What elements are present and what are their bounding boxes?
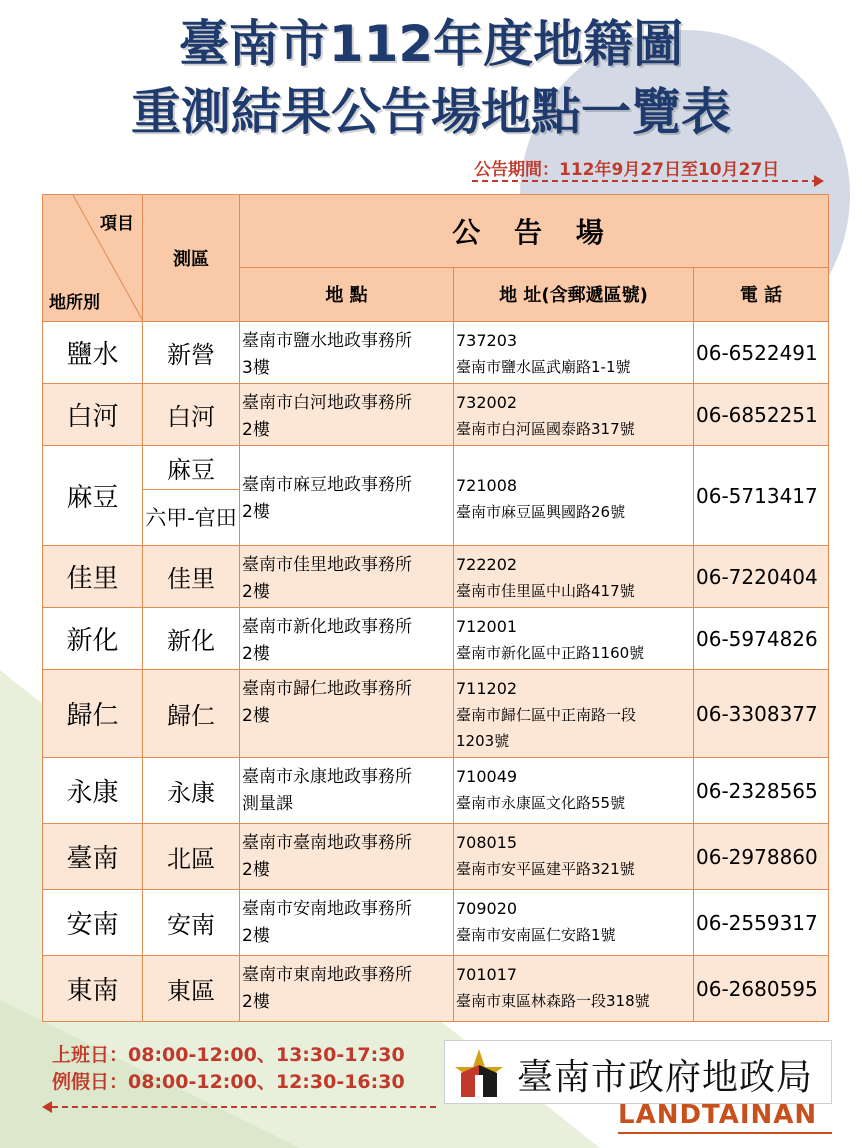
street-address: 臺南市安南區仁安路1號 <box>456 926 616 944</box>
street-address: 臺南市鹽水區武廟路1-1號 <box>456 358 631 376</box>
hours-weekday: 上班日：08:00-12:00、13:30-17:30 <box>52 1044 405 1066</box>
agency-english-name: LANDTAINAN <box>618 1100 818 1130</box>
area-cell: 北區 <box>143 824 240 890</box>
table-row <box>43 956 829 1022</box>
agency-name: 臺南市政府地政局 <box>517 1057 814 1098</box>
zip-code: 709020 <box>456 899 518 918</box>
address-cell <box>454 322 694 384</box>
place-floor: 2樓 <box>242 860 270 880</box>
district-cell: 鹽水 <box>43 322 143 384</box>
table-row <box>43 608 829 670</box>
place-cell <box>240 758 454 824</box>
area-cell: 六甲-官田 <box>143 490 240 546</box>
district-cell: 佳里 <box>43 546 143 608</box>
zip-code: 712001 <box>456 617 518 636</box>
place-cell <box>240 384 454 446</box>
address-cell <box>454 384 694 446</box>
address-cell <box>454 446 694 546</box>
zip-code: 737203 <box>456 331 518 350</box>
address-cell <box>454 546 694 608</box>
place-floor: 2樓 <box>242 501 270 522</box>
place-cell <box>240 546 454 608</box>
area-cell: 麻豆 <box>143 446 240 490</box>
header-place: 地 點 <box>240 267 454 321</box>
page-title-line2: 重測結果公告場地點一覽表 <box>131 83 731 141</box>
table-row <box>43 546 829 608</box>
area-cell: 新營 <box>143 322 240 384</box>
place-name: 臺南市麻豆地政事務所 <box>242 474 412 495</box>
place-name: 臺南市永康地政事務所 <box>242 767 412 787</box>
zip-code: 722202 <box>456 555 518 574</box>
address-cell <box>454 608 694 670</box>
district-cell: 麻豆 <box>43 446 143 546</box>
place-cell <box>240 824 454 890</box>
area-cell: 永康 <box>143 758 240 824</box>
table-row <box>43 824 829 890</box>
place-floor: 2樓 <box>242 992 270 1012</box>
announcement-period: 公告期間：112年9月27日至10月27日 <box>474 160 780 180</box>
district-cell: 新化 <box>43 608 143 670</box>
area-cell: 新化 <box>143 608 240 670</box>
zip-code: 732002 <box>456 393 518 412</box>
district-cell: 白河 <box>43 384 143 446</box>
hours-holiday: 例假日：08:00-12:00、12:30-16:30 <box>52 1071 405 1093</box>
place-name: 臺南市臺南地政事務所 <box>242 833 412 853</box>
address-cell <box>454 670 694 758</box>
street-address: 臺南市永康區文化路55號 <box>456 794 626 812</box>
street-address: 臺南市白河區國泰路317號 <box>456 420 635 438</box>
period-dashed-line <box>472 180 818 182</box>
phone-cell: 06-5974826 <box>694 608 829 670</box>
place-name: 臺南市東南地政事務所 <box>242 965 412 985</box>
place-cell <box>240 322 454 384</box>
phone-cell: 06-7220404 <box>694 546 829 608</box>
street-address-cont: 1203號 <box>456 732 510 750</box>
street-address: 臺南市新化區中正路1160號 <box>456 644 645 662</box>
arrow-right-icon <box>814 175 824 187</box>
header-item: 項目 <box>100 214 134 234</box>
zip-code: 708015 <box>456 833 518 852</box>
phone-cell: 06-6852251 <box>694 384 829 446</box>
district-cell: 東南 <box>43 956 143 1022</box>
street-address: 臺南市麻豆區興國路26號 <box>456 502 626 521</box>
venue-table <box>42 194 829 1022</box>
place-floor: 2樓 <box>242 582 270 602</box>
district-cell: 臺南 <box>43 824 143 890</box>
phone-cell: 06-2559317 <box>694 890 829 956</box>
place-cell <box>240 670 454 758</box>
place-cell <box>240 446 454 546</box>
address-cell <box>454 758 694 824</box>
table-row <box>43 670 829 758</box>
page-title-line1: 臺南市112年度地籍圖 <box>178 15 684 73</box>
phone-cell: 06-2328565 <box>694 758 829 824</box>
place-name: 臺南市歸仁地政事務所 <box>242 679 412 699</box>
place-cell <box>240 608 454 670</box>
phone-cell: 06-3308377 <box>694 670 829 758</box>
table-row <box>43 758 829 824</box>
place-name: 臺南市白河地政事務所 <box>242 393 412 413</box>
place-floor: 2樓 <box>242 420 270 440</box>
phone-cell: 06-5713417 <box>694 446 829 546</box>
phone-cell: 06-2680595 <box>694 956 829 1022</box>
area-cell: 白河 <box>143 384 240 446</box>
district-cell: 永康 <box>43 758 143 824</box>
header-address: 地 址(含郵遞區號) <box>454 267 694 321</box>
table-row <box>43 446 829 490</box>
area-cell: 東區 <box>143 956 240 1022</box>
address-cell <box>454 890 694 956</box>
place-floor: 2樓 <box>242 706 270 726</box>
zip-code: 710049 <box>456 767 518 786</box>
street-address: 臺南市安平區建平路321號 <box>456 860 635 878</box>
place-name: 臺南市佳里地政事務所 <box>242 555 412 575</box>
table-row <box>43 890 829 956</box>
zip-code: 701017 <box>456 965 518 984</box>
place-floor: 測量課 <box>242 794 293 814</box>
place-cell <box>240 890 454 956</box>
place-cell <box>240 956 454 1022</box>
header-venue: 公 告 場 <box>240 195 829 268</box>
agency-logo <box>444 1040 832 1104</box>
district-cell: 安南 <box>43 890 143 956</box>
phone-cell: 06-2978860 <box>694 824 829 890</box>
header-phone: 電 話 <box>694 267 829 321</box>
street-address: 臺南市佳里區中山路417號 <box>456 582 635 600</box>
place-floor: 2樓 <box>242 644 270 664</box>
street-address: 臺南市東區林森路一段318號 <box>456 992 650 1010</box>
diagonal-header-cell <box>43 195 143 322</box>
arrow-left-icon <box>42 1101 52 1113</box>
street-address: 臺南市歸仁區中正南路一段 <box>456 706 637 724</box>
zip-code: 711202 <box>456 679 518 698</box>
phone-cell: 06-6522491 <box>694 322 829 384</box>
district-cell: 歸仁 <box>43 670 143 758</box>
office-hours <box>52 1042 405 1096</box>
place-name: 臺南市鹽水地政事務所 <box>242 331 412 351</box>
address-cell <box>454 956 694 1022</box>
place-name: 臺南市新化地政事務所 <box>242 617 412 637</box>
table-row <box>43 384 829 446</box>
hours-dashed-line <box>52 1106 436 1108</box>
address-cell <box>454 824 694 890</box>
place-floor: 3樓 <box>242 358 270 378</box>
header-district: 地所別 <box>49 293 100 313</box>
zip-code: 721008 <box>456 475 518 495</box>
header-area: 測區 <box>143 195 240 322</box>
area-cell: 佳里 <box>143 546 240 608</box>
table-row <box>43 322 829 384</box>
area-cell: 歸仁 <box>143 670 240 758</box>
agency-underline <box>618 1132 832 1134</box>
area-cell: 安南 <box>143 890 240 956</box>
place-floor: 2樓 <box>242 926 270 946</box>
place-name: 臺南市安南地政事務所 <box>242 899 412 919</box>
agency-emblem-icon <box>451 1045 507 1101</box>
